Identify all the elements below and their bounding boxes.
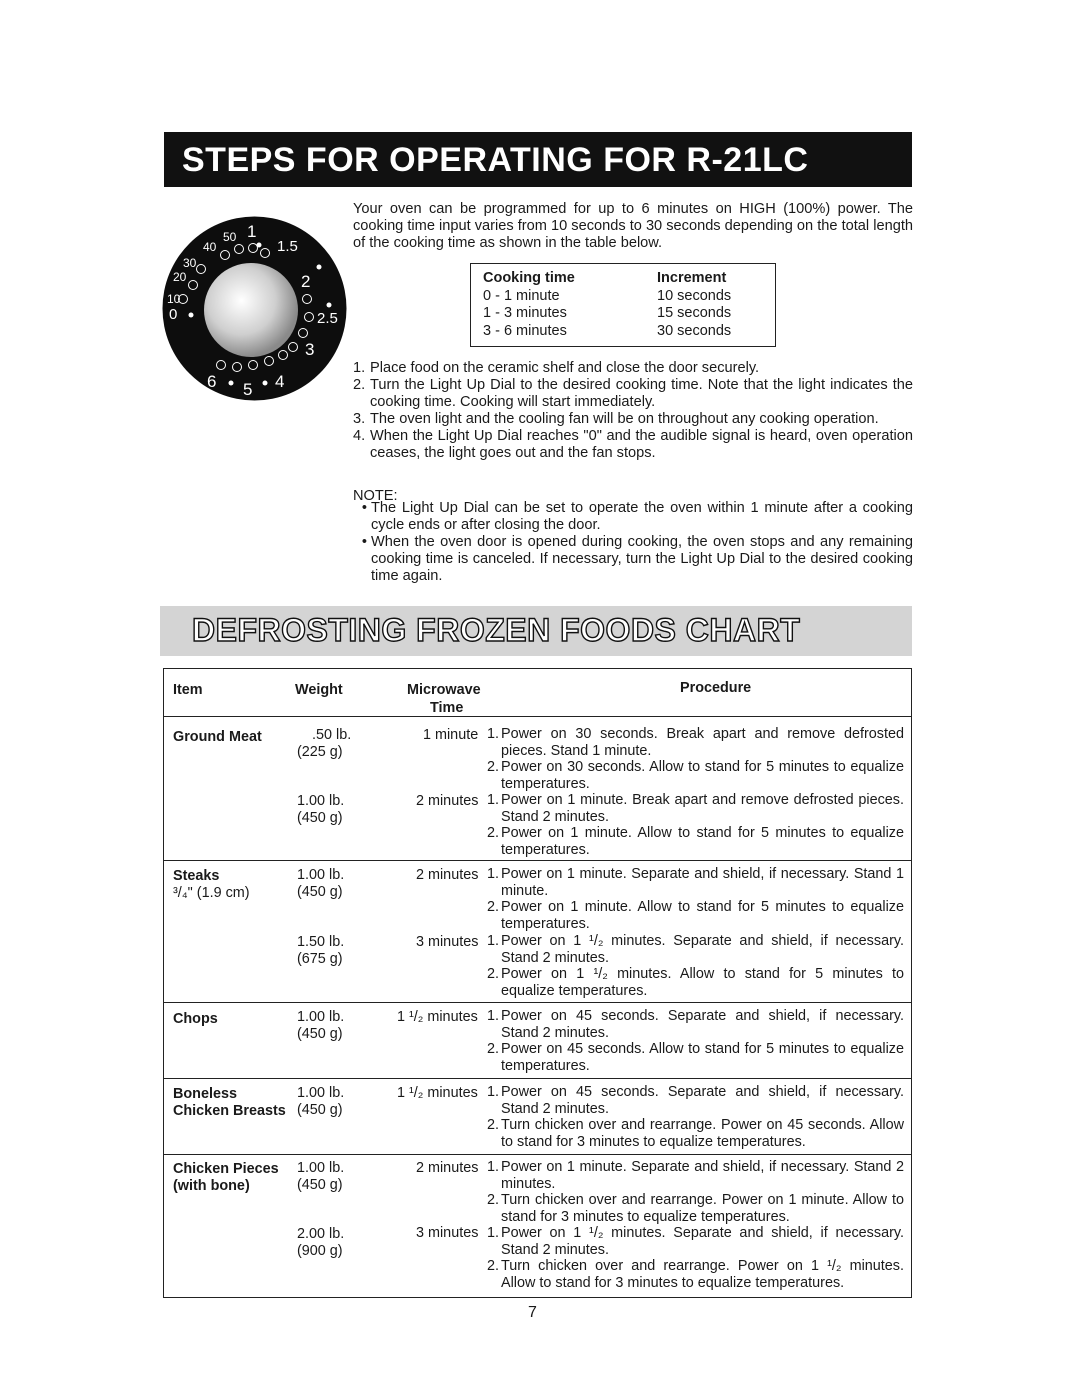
header-weight: Weight <box>295 682 343 698</box>
increment-column <box>657 270 731 340</box>
table-cell: 0 - 1 minute <box>483 287 560 304</box>
weight-g: (225 g) <box>297 744 343 760</box>
item-name: Chicken Pieces <box>173 1161 279 1177</box>
step-item <box>353 411 913 428</box>
procedure-step: 2. Turn chicken over and rearrange. Power on 1 ¹/₂ minutes. Allow to stand for 3 minutes to equalize temperatures. <box>487 1258 904 1291</box>
procedure-step: 1. Power on 30 seconds. Break apart and remove defrosted pieces. Stand 1 minute. <box>487 726 904 759</box>
procedure-step: 2. Turn chicken over and rearrange. Power on 1 minute. Allow to stand for 3 minutes to equalize temperatures. <box>487 1192 904 1225</box>
step-number: 4. <box>353 428 366 444</box>
microwave-time: 2 minutes <box>416 867 479 883</box>
procedure-step: 2. Power on 1 minute. Allow to stand for 5 minutes to equalize temperatures. <box>487 825 904 858</box>
title-bar <box>164 132 912 187</box>
header-item: Item <box>173 682 203 698</box>
note-item <box>353 500 913 534</box>
table-cell: 15 seconds <box>657 305 732 321</box>
item-name: (with bone) <box>173 1178 250 1194</box>
procedure-step: 1. Power on 1 ¹/₂ minutes. Separate and shield, if necessary. Stand 2 minutes. <box>487 933 904 966</box>
step-item <box>353 360 913 377</box>
dial-mark: 10 <box>167 292 181 306</box>
step-text: The oven light and the cooling fan will be on throughout any cooking operation. <box>370 411 879 427</box>
weight-g: (450 g) <box>297 810 343 826</box>
weight-g: (675 g) <box>297 951 343 967</box>
table-cell: 10 seconds <box>657 287 732 304</box>
header-microwave: Microwave <box>407 682 481 698</box>
step-text: Turn the Light Up Dial to the desired cooking time. Note that the light indicates the cooking time. Cooking will start immediately. <box>370 377 913 410</box>
step-item <box>353 377 913 411</box>
microwave-time: 1 ¹/₂ minutes <box>397 1085 478 1101</box>
microwave-time: 1 minute <box>423 727 479 743</box>
weight-lb: 1.50 lb. <box>297 934 345 950</box>
weight-lb: 1.00 lb. <box>297 1160 345 1176</box>
dial-mark: 6 <box>207 372 217 391</box>
dial-mark: 20 <box>173 270 187 284</box>
chart-title: DEFROSTING FROZEN FOODS CHART <box>192 612 801 648</box>
row-divider <box>164 1002 911 1003</box>
weight-lb: 1.00 lb. <box>297 1009 345 1025</box>
header-divider <box>164 716 911 717</box>
dial-mark: 2.5 <box>317 310 338 327</box>
procedure-step: 1. Power on 1 minute. Separate and shield, if necessary. Stand 1 minute. <box>487 866 904 899</box>
microwave-time: 2 minutes <box>416 793 479 809</box>
weight-g: (450 g) <box>297 1026 343 1042</box>
procedure-step: 1. Power on 1 ¹/₂ minutes. Separate and shield, if necessary. Stand 2 minutes. <box>487 1225 904 1258</box>
page-title: STEPS FOR OPERATING FOR R-21LC <box>182 141 809 179</box>
dial-mark: 5 <box>243 380 253 399</box>
increment-table <box>470 263 776 347</box>
page-number: 7 <box>528 1304 537 1321</box>
item-name: Chops <box>173 1011 218 1027</box>
procedure-step: 2. Power on 1 ¹/₂ minutes. Allow to stand for 5 minutes to equalize temperatures. <box>487 966 904 999</box>
note-label: NOTE: <box>353 488 398 504</box>
operating-steps <box>353 360 913 462</box>
bullet-icon: • <box>361 500 367 516</box>
intro-paragraph: Your oven can be programmed for up to 6 minutes on HIGH (100%) power. The cooking time input varies from 10 seconds to 30 seconds depending on the total length of the cooking time as shown in the table below. <box>353 201 913 251</box>
item-name: Chicken Breasts <box>173 1103 286 1119</box>
step-number: 2. <box>353 377 366 393</box>
procedure-step: 1. Power on 45 seconds. Separate and shield, if necessary. Stand 2 minutes. <box>487 1084 904 1117</box>
weight-lb: .50 lb. <box>312 727 352 743</box>
item-name: Boneless <box>173 1086 237 1102</box>
dial-mark: 50 <box>223 230 237 244</box>
procedure-step: 2. Power on 1 minute. Allow to stand for 5 minutes to equalize temperatures. <box>487 899 904 932</box>
dial-mark: 1 <box>247 222 257 241</box>
table-cell: 30 seconds <box>657 322 732 339</box>
dial-knob <box>204 263 298 357</box>
row-divider <box>164 860 911 861</box>
item-name: Ground Meat <box>173 729 262 745</box>
table-cell: 1 - 3 minutes <box>483 305 567 321</box>
microwave-time: 3 minutes <box>416 934 479 950</box>
item-subtext: ³/₄" (1.9 cm) <box>173 885 250 901</box>
dial-mark: 2 <box>301 272 311 291</box>
microwave-time: 2 minutes <box>416 1160 479 1176</box>
step-item <box>353 428 913 462</box>
header-time: Time <box>430 700 464 716</box>
dial-mark: 4 <box>275 372 285 391</box>
weight-g: (900 g) <box>297 1243 343 1259</box>
microwave-time: 3 minutes <box>416 1225 479 1241</box>
weight-g: (450 g) <box>297 1177 343 1193</box>
dial-mark: 1.5 <box>277 238 298 255</box>
cooking-time-column <box>483 270 575 340</box>
step-number: 1. <box>353 360 366 376</box>
defrosting-chart <box>163 668 912 1298</box>
bullet-icon: • <box>361 534 367 550</box>
procedure-step: 2. Power on 45 seconds. Allow to stand for 5 minutes to equalize temperatures. <box>487 1041 904 1074</box>
weight-lb: 1.00 lb. <box>297 867 345 883</box>
procedure-step: 1. Power on 45 seconds. Separate and shield, if necessary. Stand 2 minutes. <box>487 1008 904 1041</box>
item-name: Steaks <box>173 868 220 884</box>
row-divider <box>164 1154 911 1155</box>
dial-mark: 3 <box>305 340 315 359</box>
dial-mark: 30 <box>183 256 197 270</box>
step-number: 3. <box>353 411 366 427</box>
header-procedure: Procedure <box>680 680 752 696</box>
column-header: Cooking time <box>483 270 575 286</box>
note-text: The Light Up Dial can be set to operate the oven within 1 minute after a cooking cycle ends or after closing the door. <box>371 500 913 533</box>
procedure-step: 2. Turn chicken over and rearrange. Power on 45 seconds. Allow to stand for 3 minutes to equalize temperatures. <box>487 1117 904 1150</box>
microwave-time: 1 ¹/₂ minutes <box>397 1009 478 1025</box>
weight-g: (450 g) <box>297 1102 343 1118</box>
column-header: Increment <box>657 270 727 286</box>
row-divider <box>164 1078 911 1079</box>
procedure-step: 1. Power on 1 minute. Separate and shield, if necessary. Stand 2 minutes. <box>487 1159 904 1192</box>
weight-g: (450 g) <box>297 884 343 900</box>
step-text: Place food on the ceramic shelf and close the door securely. <box>370 360 760 376</box>
procedure-step: 1. Power on 1 minute. Break apart and remove defrosted pieces. Stand 2 minutes. <box>487 792 904 825</box>
note-item <box>353 534 913 585</box>
table-cell: 3 - 6 minutes <box>483 322 567 339</box>
dial-mark: 0 <box>169 306 178 323</box>
chart-title-banner <box>160 606 912 656</box>
weight-lb: 2.00 lb. <box>297 1226 345 1242</box>
weight-lb: 1.00 lb. <box>297 793 345 809</box>
note-list <box>353 500 913 585</box>
step-text: When the Light Up Dial reaches "0" and the audible signal is heard, oven operation ceases, the light goes out and the fan stops. <box>370 428 913 461</box>
weight-lb: 1.00 lb. <box>297 1085 345 1101</box>
procedure-step: 2. Power on 30 seconds. Allow to stand for 5 minutes to equalize temperatures. <box>487 759 904 792</box>
dial-mark: 40 <box>203 240 217 254</box>
note-text: When the oven door is opened during cooking, the oven stops and any remaining cooking time is canceled. If necessary, turn the Light Up Dial to the desired cooking time again. <box>371 534 913 584</box>
light-up-dial-illustration <box>161 215 348 402</box>
